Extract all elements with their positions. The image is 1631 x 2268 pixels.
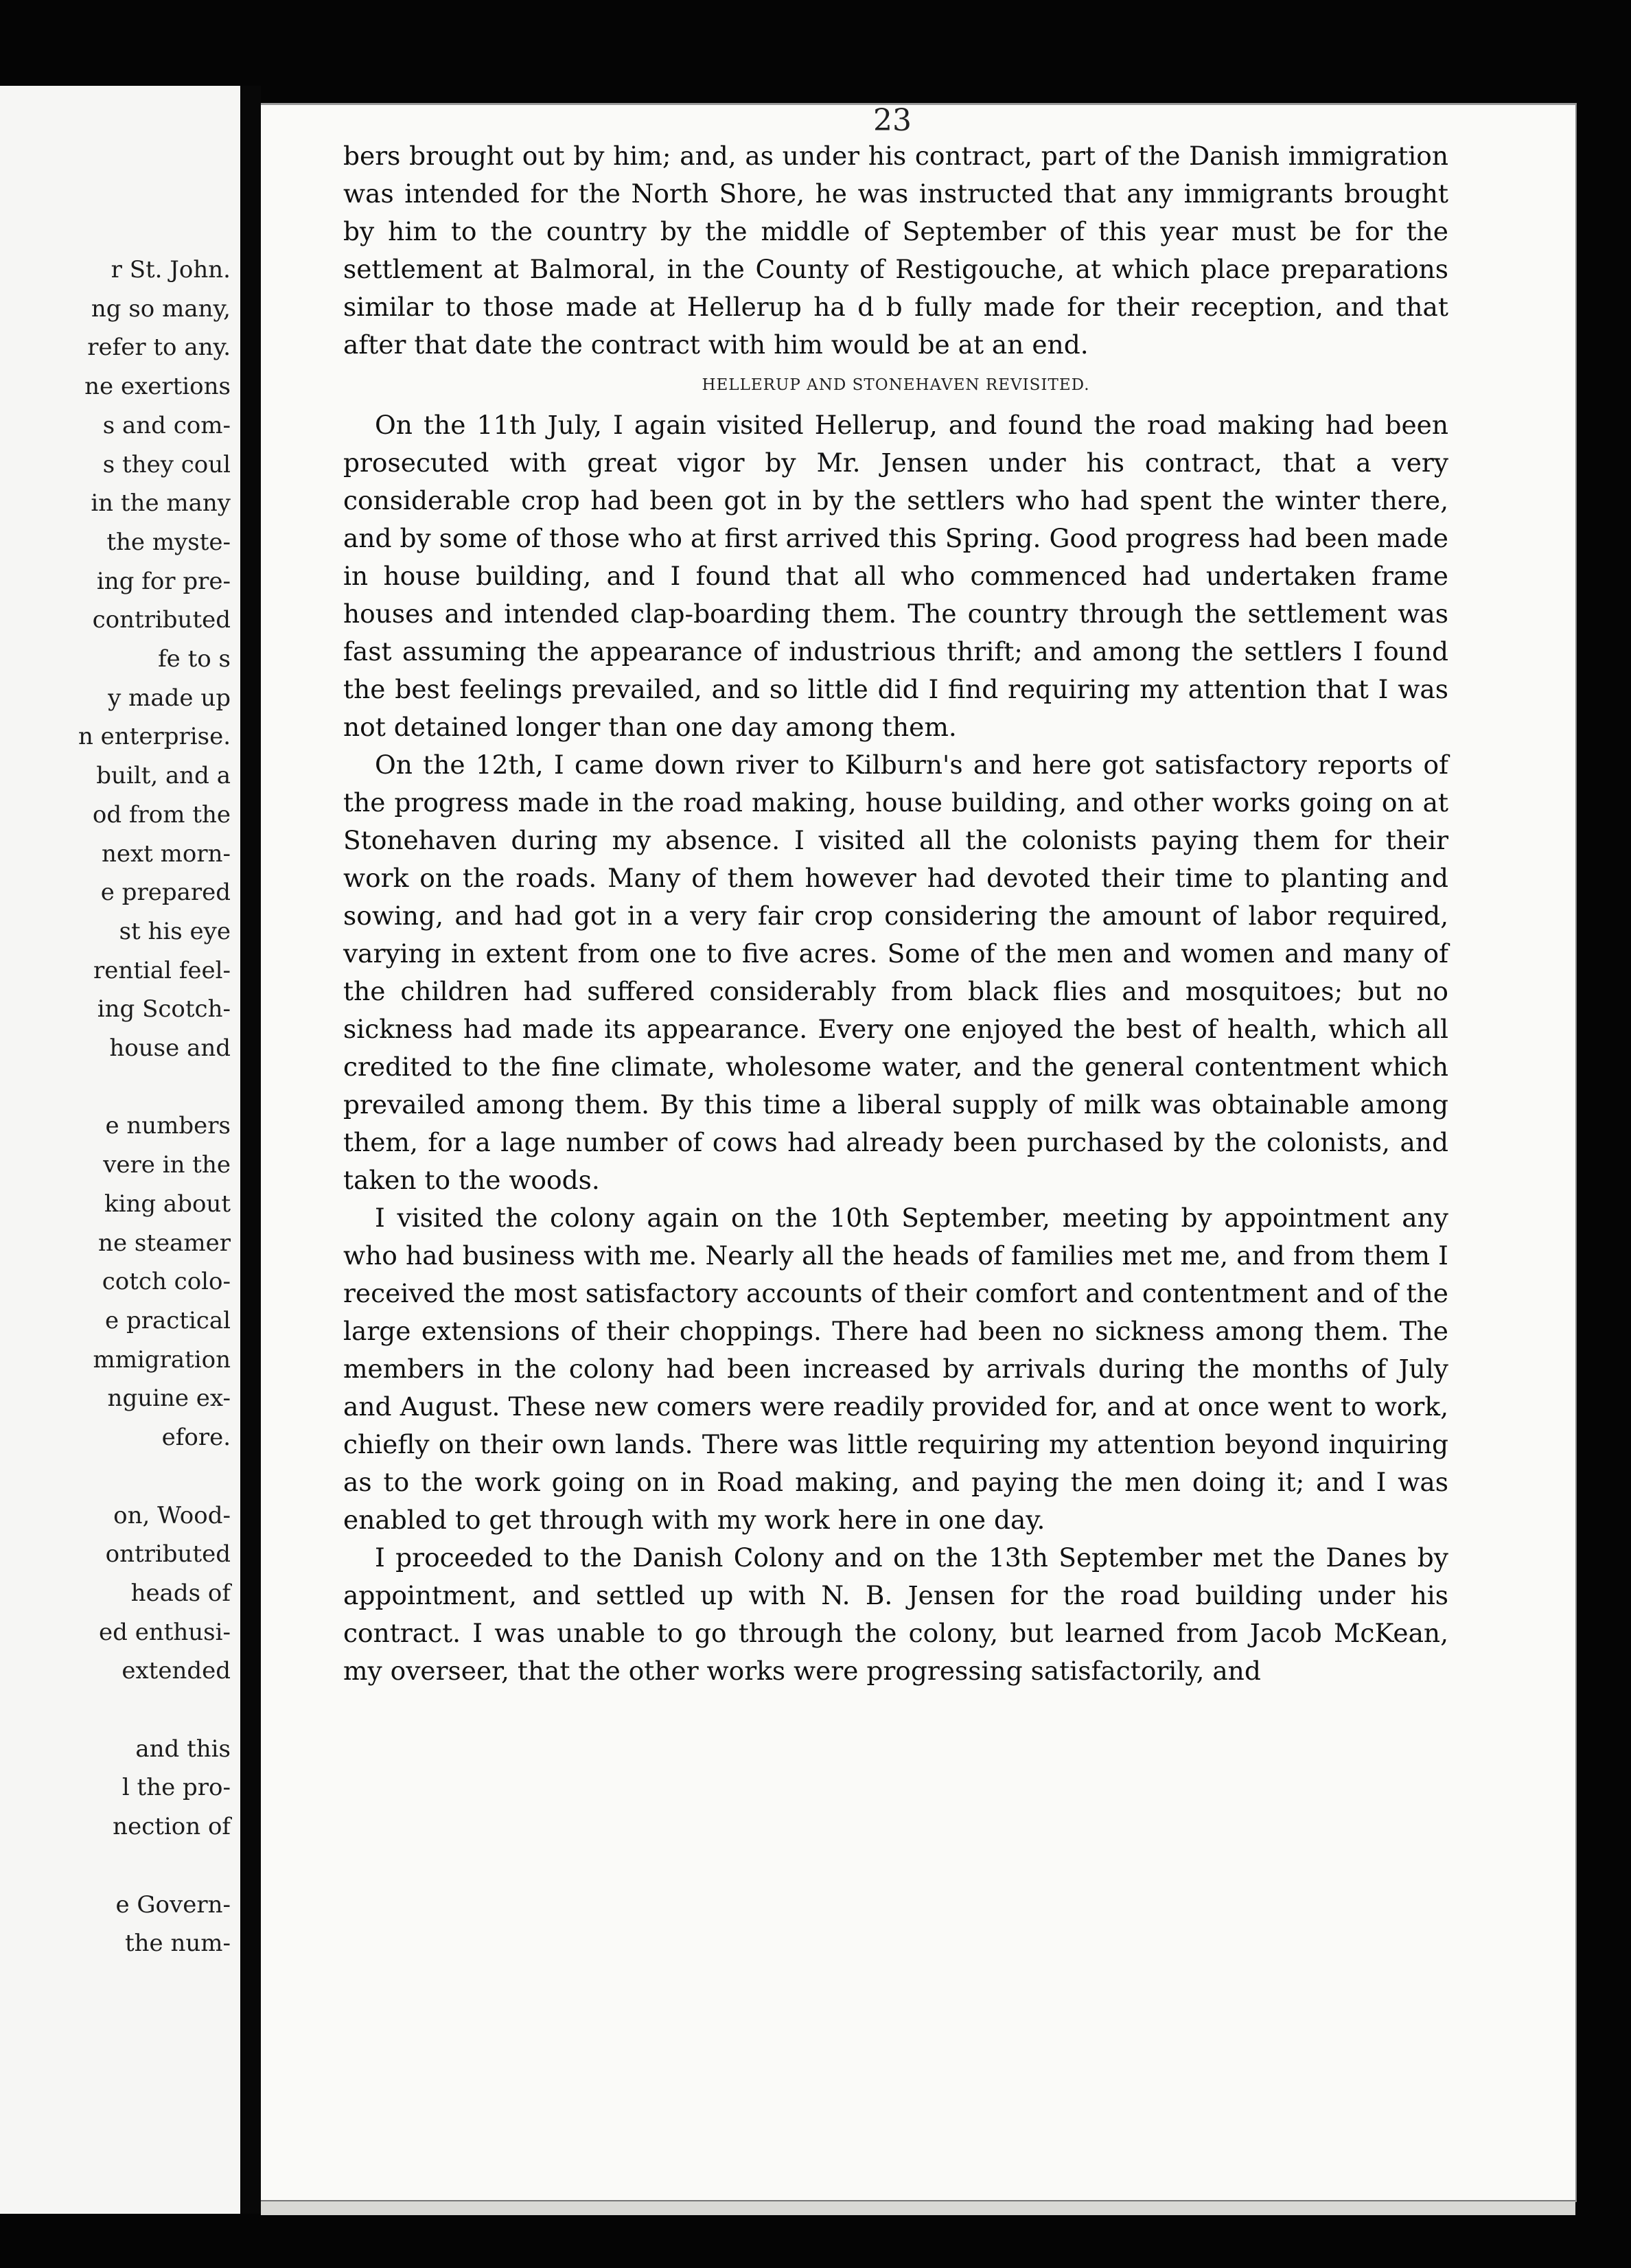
left-page-line: s and com- [102,411,231,439]
left-page-line: rential feel- [93,956,231,984]
left-page-line: l the pro- [122,1774,231,1802]
left-page-line: contributed [92,606,231,634]
left-page-line: on, Wood- [113,1501,231,1529]
left-page-line: n enterprise. [78,723,231,751]
left-page-line: ontributed [105,1540,231,1569]
left-page-line: king about [104,1190,231,1218]
left-page-line [78,1847,231,1886]
left-page-line: ne exertions [84,373,231,401]
left-page-line [78,1691,231,1730]
page-number: 23 [873,103,912,138]
left-page-line: the num- [124,1930,231,1958]
left-page-line: e prepared [100,879,231,907]
left-page-line: nguine ex- [107,1385,231,1413]
left-page-line: ed enthusi- [99,1618,231,1646]
left-page-line: r St. John. [111,256,231,284]
left-page-line: vere in the [103,1151,231,1179]
left-page-line: in the many [91,489,231,518]
book-gutter [240,86,261,2214]
left-page-line: e numbers [105,1112,231,1140]
left-page-line: st his eye [119,917,231,945]
left-page-line: ng so many, [91,294,231,323]
left-page-line: y made up [108,684,231,712]
left-page-line: nection of [113,1813,231,1841]
left-page-line: fe to s [158,645,231,673]
paragraph: I proceeded to the Danish Colony and on the 13th September met the Danes by appointment, and settled up with N. B. Jensen for the road building under his contract. I was unable to go through the colony, but learned from Jacob McKean, my overseer, that the other works were progressing satisfactorily, and [343,1542,1448,1686]
left-page-line: e Govern- [115,1890,231,1919]
left-page-line: house and [109,1034,231,1063]
left-page-line: od from the [92,800,231,829]
opening-paragraph: bers brought out by him; and, as under his contract, part of the Danish immigration was intended for the North Shore, he was instructed that any immigrants brought by him to the country by the middle of September of this year must be for the settlement at Balmoral, in the County of Restigouche, at which place preparations similar to those made at Hellerup ha d b fully made for their reception, and that after that date the contract with him would be at an end. [343,141,1448,360]
left-page-line: refer to any. [87,334,231,362]
left-page-line: mmigration [93,1345,231,1374]
left-page-text [78,251,231,1963]
left-page-line: and this [135,1735,231,1763]
left-page-line: extended [122,1657,231,1685]
page-edge [261,2200,1575,2215]
left-page-line: cotch colo- [102,1268,231,1296]
left-page-line: efore. [161,1424,231,1452]
left-page [0,86,240,2214]
left-page-line: next morn- [101,840,231,868]
left-page-line: the myste- [106,528,231,556]
left-page-line: ing for pre- [96,567,231,595]
paragraph: On the 11th July, I again visited Hellerup, and found the road making had been prosecuted with great vigor by Mr. Jensen under his contract, that a very considerable crop had been got in by the settlers who had spent the winter there, and by some of those who at first arrived this Spring. Good progress had been made in house building, and I found that all who commenced had undertaken frame houses and intended clap-boarding them. The country through the settlement was fast assuming the appearance of industrious thrift; and among the settlers I found the best feelings prevailed, and so little did I find requiring my attention that I was not detained longer than one day among them. [343,410,1448,742]
left-page-line [78,1068,231,1107]
left-page-line: s they coul [102,450,231,478]
left-page-line [78,1457,231,1496]
paragraph: On the 12th, I came down river to Kilburn's and here got satisfactory reports of the progress made in the road making, house building, and other works going on at Stonehaven during my absence. I visited all the colonists paying them for their work on the roads. Many of them however had devoted their time to planting and sowing, and had got in a very fair crop considering the amount of labor required, varying in extent from one to five acres. Some of the men and women and many of the children had suffered considerably from black flies and mosquitoes; but no sickness had made its appearance. Every one enjoyed the best of health, which all credited to the fine climate, wholesome water, and the general contentment which prevailed among them. By this time a liberal supply of milk was obtainable among them, for a lage number of cows had already been purchased by the colonists, and taken to the woods. [343,750,1448,1195]
left-page-line: ing Scotch- [97,995,231,1023]
page-text [343,137,1448,1690]
left-page-line: built, and a [96,762,231,790]
paragraph: I visited the colony again on the 10th September, meeting by appointment any who had business with me. Nearly all the heads of families met me, and from them I received the most satisfactory accounts of their comfort and contentment and of the large extensions of their choppings. There had been no sickness among them. The members in the colony had been increased by arrivals during the months of July and August. These new comers were readily provided for, and at once went to work, chiefly on their own lands. There was little requiring my attention beyond inquiring as to the work going on in Road making, and paying the men doing it; and I was enabled to get through with my work here in one day. [343,1203,1448,1535]
section-heading: HELLERUP AND STONEHAVEN REVISITED. [702,376,1090,394]
left-page-line: ne steamer [98,1229,231,1257]
left-page-line: heads of [130,1579,231,1607]
left-page-line: e practical [105,1306,231,1334]
